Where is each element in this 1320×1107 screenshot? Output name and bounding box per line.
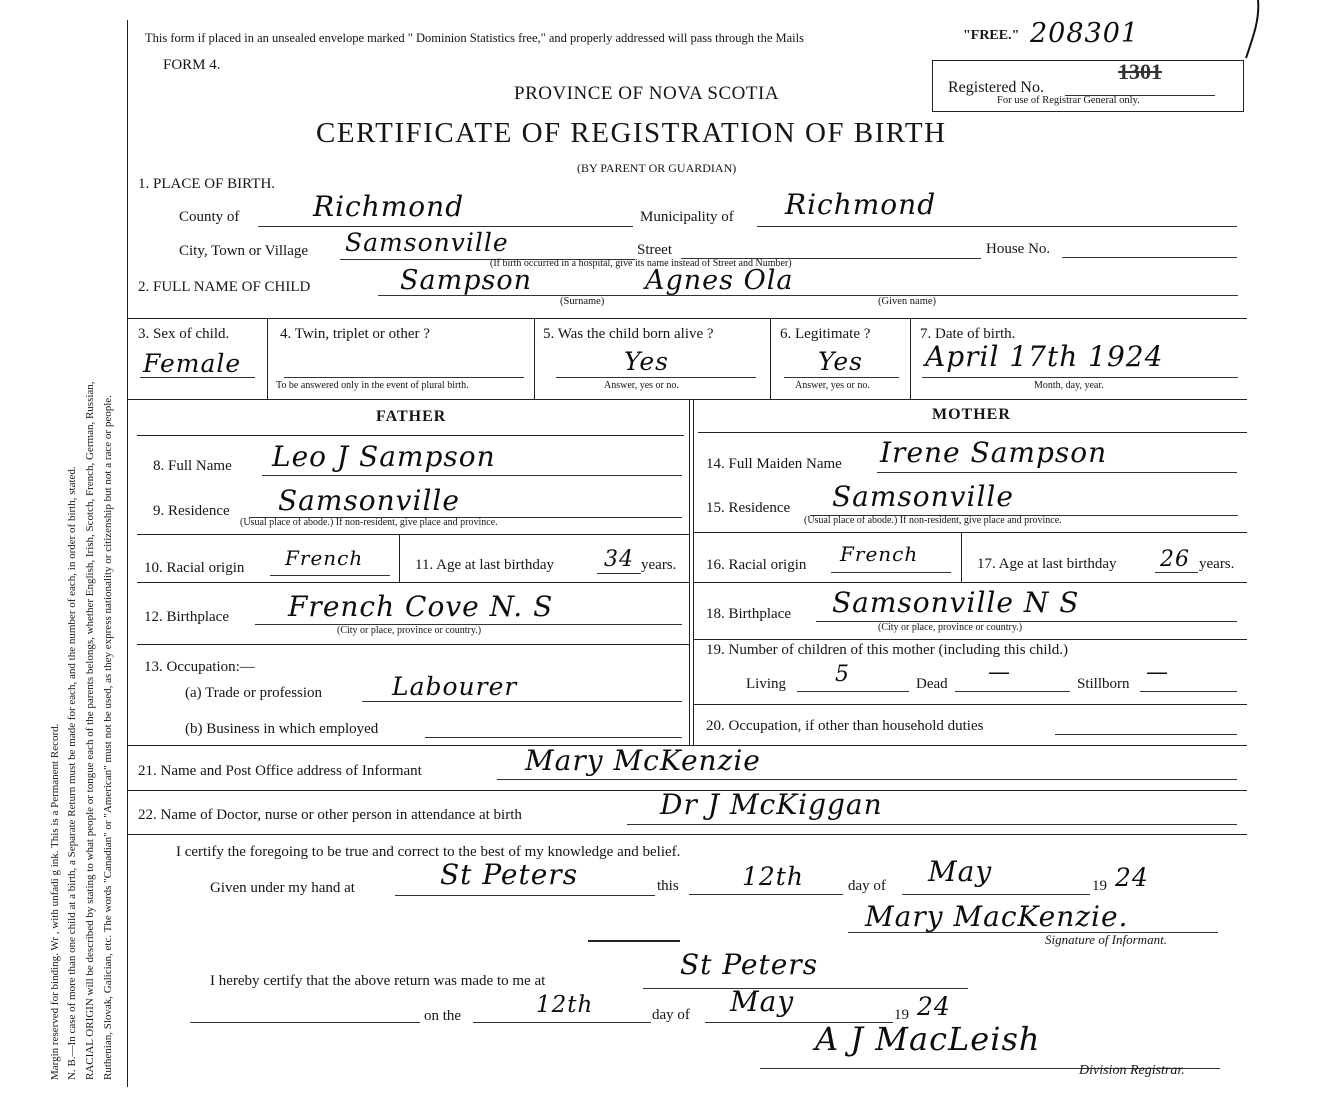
mother-stillborn-label: Stillborn xyxy=(1077,676,1130,692)
mother-occupation-line xyxy=(1055,734,1237,735)
father-name-line xyxy=(262,475,682,476)
given-place-line xyxy=(395,895,655,896)
informant-value: Mary McKenzie xyxy=(525,744,761,777)
father-mother-divider xyxy=(689,399,690,745)
mother-residence-note: (Usual place of abode.) If non-resident, give place and province. xyxy=(804,515,1062,526)
father-heading: FATHER xyxy=(376,408,447,425)
father-race-value: French xyxy=(285,546,364,570)
postal-note: This form if placed in an unsealed envelope marked " Dominion Statistics free," and properly addressed will pass through the Mails xyxy=(145,31,804,45)
mother-children-label: 19. Number of children of this mother (including this child.) xyxy=(706,642,1069,658)
alive-value: Yes xyxy=(624,347,669,376)
sex-value: Female xyxy=(143,349,242,378)
on-the-prefix-line xyxy=(190,1022,420,1023)
doctor-label: 22. Name of Doctor, nurse or other person in attendance at birth xyxy=(138,807,522,823)
father-race-label: 10. Racial origin xyxy=(144,560,245,576)
municipality-label: Municipality of xyxy=(640,209,734,225)
mother-birthplace-value: Samsonville N S xyxy=(832,586,1080,619)
mother-residence-label: 15. Residence xyxy=(706,500,791,516)
left-border xyxy=(127,20,128,1087)
street-label: Street xyxy=(637,242,672,258)
legitimate-label: 6. Legitimate ? xyxy=(780,326,871,342)
dob-note: Month, day, year. xyxy=(1034,380,1104,391)
divider-4-5 xyxy=(534,318,535,399)
divider-3-4 xyxy=(267,318,268,399)
margin-nb-note: N. B.—In case of more than one child at a birth, a Separate Return must be made for each, and the number of each, in order of birth, stated. xyxy=(66,466,78,1080)
rule-top-row3 xyxy=(127,318,1247,319)
father-age-line xyxy=(597,573,641,574)
certify-text: I certify the foregoing to be true and correct to the best of my knowledge and belief. xyxy=(176,844,681,860)
city-label: City, Town or Village xyxy=(179,243,309,259)
month-line xyxy=(902,894,1090,895)
legitimate-line xyxy=(784,377,899,378)
mother-race-value: French xyxy=(840,542,919,566)
legitimate-value: Yes xyxy=(818,347,863,376)
rule-doctor-bottom xyxy=(127,834,1247,835)
registered-no-note: For use of Registrar General only. xyxy=(997,95,1140,106)
legitimate-note: Answer, yes or no. xyxy=(795,380,870,391)
father-birthplace-note: (City or place, province or country.) xyxy=(337,625,482,636)
month-value: May xyxy=(928,855,993,888)
twin-note: To be answered only in the event of plural birth. xyxy=(276,380,469,391)
mother-birthplace-note: (City or place, province or country.) xyxy=(878,622,1023,633)
mother-race-line xyxy=(831,572,951,573)
child-name-label: 2. FULL NAME OF CHILD xyxy=(138,279,311,295)
rule-under-headings xyxy=(137,435,684,436)
twin-line xyxy=(284,377,524,378)
margin-binding-note: Margin reserved for binding. Wr , with unfadi g ink. This is a Permanent Record. xyxy=(49,723,61,1080)
child-given-value: Agnes Ola xyxy=(645,265,794,296)
on-the-label: on the xyxy=(424,1008,462,1024)
doctor-line xyxy=(627,824,1237,825)
father-name-label: 8. Full Name xyxy=(153,458,232,474)
mother-stillborn-line xyxy=(1140,691,1237,692)
informant-label: 21. Name and Post Office address of Informant xyxy=(138,763,422,779)
made-day-of-label: day of xyxy=(652,1007,690,1023)
mother-age-label: 17. Age at last birthday xyxy=(977,556,1117,572)
made-year-value: 24 xyxy=(917,992,951,1021)
municipality-line xyxy=(757,226,1237,227)
dob-label: 7. Date of birth. xyxy=(920,326,1016,342)
rule-father-race-bottom xyxy=(137,582,689,583)
father-birthplace-label: 12. Birthplace xyxy=(144,609,229,625)
alive-note: Answer, yes or no. xyxy=(604,380,679,391)
father-business-label: (b) Business in which employed xyxy=(185,721,379,737)
mother-birthplace-label: 18. Birthplace xyxy=(706,606,791,622)
father-age-value: 34 xyxy=(604,547,634,572)
father-business-line xyxy=(425,737,682,738)
father-age-label: 11. Age at last birthday xyxy=(415,557,554,573)
given-under-label: Given under my hand at xyxy=(210,880,355,896)
city-value: Samsonville xyxy=(345,228,509,257)
given-place-value: St Peters xyxy=(440,858,579,891)
rule-mother-race-bottom xyxy=(693,582,1247,583)
mother-living-label: Living xyxy=(746,676,786,692)
father-name-value: Leo J Sampson xyxy=(272,440,496,473)
father-race-line xyxy=(270,575,390,576)
house-no-label: House No. xyxy=(986,241,1051,257)
this-label: this xyxy=(657,878,679,894)
certificate-subtitle: (BY PARENT OR GUARDIAN) xyxy=(577,161,737,175)
child-surname-value: Sampson xyxy=(400,265,532,296)
margin-racial-origin-note: RACIAL ORIGIN will be described by stating to what people or tongue each of the parents belongs, whether English, Irish, Scotch, French, German, Russian, xyxy=(84,381,96,1080)
mother-age-value: 26 xyxy=(1160,547,1190,572)
mother-dead-value: — xyxy=(988,660,1011,685)
mother-age-years: years. xyxy=(1199,556,1235,572)
mother-race-age-divider xyxy=(961,532,962,582)
rule-mother-children-top xyxy=(693,639,1247,640)
province-title: PROVINCE OF NOVA SCOTIA xyxy=(514,83,780,104)
day-value: 12th xyxy=(742,862,804,891)
mother-race-label: 16. Racial origin xyxy=(706,557,807,573)
made-month-value: May xyxy=(730,985,795,1018)
rule-bottom-row3 xyxy=(127,399,1247,400)
mother-dead-line xyxy=(955,691,1070,692)
handwritten-number: 208301 xyxy=(1030,18,1140,49)
mother-heading: MOTHER xyxy=(932,406,1011,423)
place-of-birth-label: 1. PLACE OF BIRTH. xyxy=(138,176,276,192)
informant-signature: Mary MacKenzie. xyxy=(865,900,1129,933)
signature-of-informant-label: Signature of Informant. xyxy=(1045,932,1167,947)
informant-line xyxy=(497,779,1237,780)
registered-no-label: Registered No. xyxy=(948,79,1044,96)
alive-label: 5. Was the child born alive ? xyxy=(543,326,714,342)
registrar-signature: A J MacLeish xyxy=(815,1020,1041,1058)
rule-father-occupation-top xyxy=(137,644,689,645)
made-place-value: St Peters xyxy=(680,948,819,981)
mother-dead-label: Dead xyxy=(916,676,948,692)
mother-name-line xyxy=(877,472,1237,473)
made-year-prefix: 19 xyxy=(894,1007,909,1023)
made-day-value: 12th xyxy=(536,992,594,1018)
rule-mother-occupation-top xyxy=(693,704,1247,705)
form-number: FORM 4. xyxy=(163,57,221,73)
given-name-note: (Given name) xyxy=(878,296,937,307)
day-of-label: day of xyxy=(848,878,886,894)
margin-racial-origin-note-2: Ruthenian, Slovak, Galician, etc. The words "Canadian" or "American" must not be used, as they express nationality or citizenship but not a race or people. xyxy=(102,395,114,1080)
father-residence-value: Samsonville xyxy=(278,484,460,517)
made-day-line xyxy=(473,1022,651,1023)
pen-stroke-mark xyxy=(1240,0,1270,60)
house-no-line xyxy=(1062,257,1237,258)
doctor-value: Dr J McKiggan xyxy=(660,788,883,821)
made-place-line xyxy=(643,988,968,989)
short-divider-rule xyxy=(588,940,680,942)
county-value: Richmond xyxy=(313,190,465,223)
rule-under-headings-mother xyxy=(698,432,1247,433)
mother-occupation-label: 20. Occupation, if other than household duties xyxy=(706,718,984,734)
year-prefix: 19 xyxy=(1092,878,1107,894)
father-age-years: years. xyxy=(641,557,677,573)
day-line xyxy=(689,894,843,895)
municipality-value: Richmond xyxy=(785,188,937,221)
divider-6-7 xyxy=(910,318,911,399)
hereby-text: I hereby certify that the above return was made to me at xyxy=(210,973,546,989)
certificate-title: CERTIFICATE OF REGISTRATION OF BIRTH xyxy=(316,117,947,149)
father-trade-label: (a) Trade or profession xyxy=(185,685,323,701)
sex-label: 3. Sex of child. xyxy=(138,326,230,342)
rule-mother-race-top xyxy=(693,532,1247,533)
father-residence-note: (Usual place of abode.) If non-resident, give place and province. xyxy=(240,517,498,528)
divider-5-6 xyxy=(770,318,771,399)
dob-line xyxy=(922,377,1238,378)
father-race-age-divider xyxy=(399,534,400,582)
mother-name-value: Irene Sampson xyxy=(880,436,1108,469)
division-registrar-label: Division Registrar. xyxy=(1079,1063,1185,1078)
father-residence-label: 9. Residence xyxy=(153,503,230,519)
mother-living-line xyxy=(797,691,909,692)
surname-note: (Surname) xyxy=(560,296,605,307)
father-birthplace-value: French Cove N. S xyxy=(288,590,554,623)
father-trade-line xyxy=(362,701,682,702)
county-label: County of xyxy=(179,209,240,225)
registered-no-value: 1301 xyxy=(1118,59,1162,84)
mother-living-value: 5 xyxy=(835,662,850,687)
father-trade-value: Labourer xyxy=(392,672,518,701)
mother-residence-value: Samsonville xyxy=(832,480,1014,513)
dob-value: April 17th 1924 xyxy=(925,340,1164,373)
father-occupation-label: 13. Occupation:— xyxy=(144,659,255,675)
rule-father-race-top xyxy=(137,534,689,535)
mother-name-label: 14. Full Maiden Name xyxy=(706,456,842,472)
year-value: 24 xyxy=(1115,863,1149,892)
alive-line xyxy=(556,377,756,378)
informant-signature-line xyxy=(848,932,1218,933)
hospital-note: (If birth occurred in a hospital, give its name instead of Street and Number) xyxy=(490,258,792,269)
county-line xyxy=(258,226,633,227)
mother-stillborn-value: — xyxy=(1146,660,1169,685)
mother-age-line xyxy=(1155,572,1198,573)
father-mother-divider-2 xyxy=(693,399,694,745)
free-label: "FREE." xyxy=(963,28,1020,43)
twin-label: 4. Twin, triplet or other ? xyxy=(280,326,430,342)
